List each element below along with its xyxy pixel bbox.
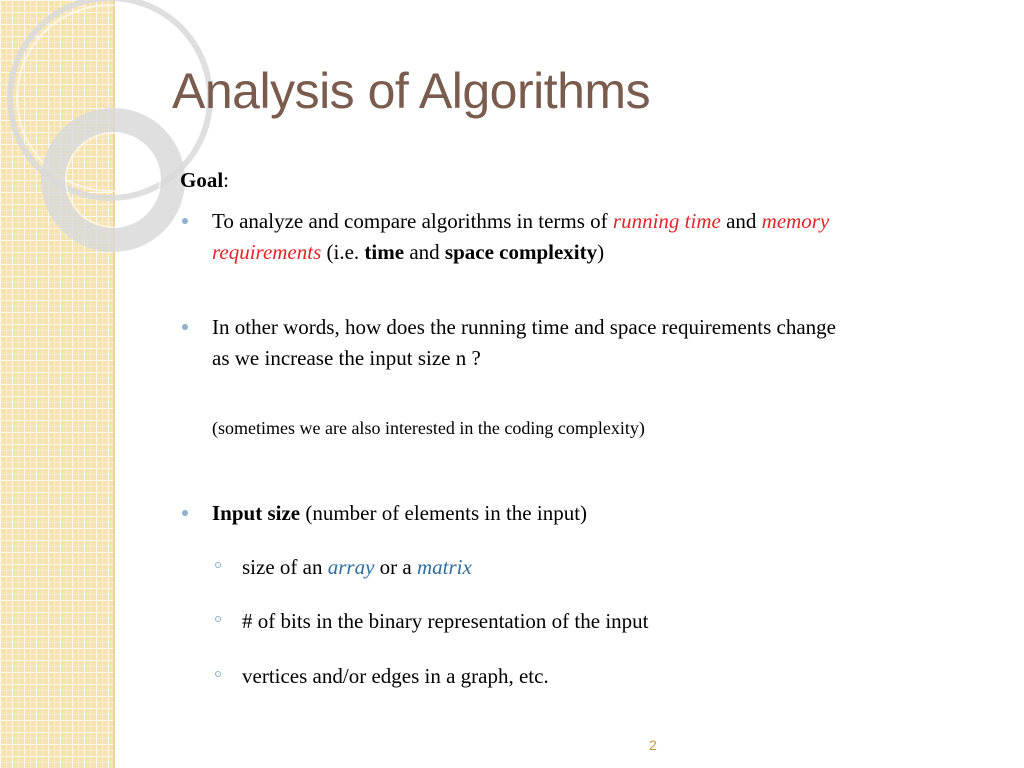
emphasis-matrix: matrix [416, 555, 472, 579]
bullet-dot-icon [182, 324, 188, 330]
text-run: ) [597, 240, 605, 264]
note-coding-complexity: (sometimes we are also interested in the coding complexity) [212, 418, 645, 438]
subbullet-text: vertices and/or edges in a graph, etc. [242, 664, 549, 688]
bullet-input-size [180, 498, 980, 529]
bold-time: time [364, 240, 405, 264]
bullet-goal [180, 206, 980, 268]
text-run: (i.e. [321, 240, 365, 264]
bullet-other-words [180, 312, 980, 374]
text-run: (number of elements in the input) [300, 501, 588, 525]
sub-bullet-ring-icon [215, 671, 221, 677]
bullet-dot-icon [182, 218, 188, 224]
bullet-text [212, 206, 980, 268]
bold-space-complexity: space complexity [444, 240, 598, 264]
bullet-text [212, 312, 980, 374]
emphasis-requirements: requirements [212, 240, 322, 264]
sub-bullet-ring-icon [215, 562, 221, 568]
text-line: In other words, how does the running time and space requirements change [212, 315, 836, 339]
text-run: To analyze and compare algorithms in terms of [212, 209, 613, 233]
bullet-text [212, 498, 980, 529]
text-run: or a [374, 555, 417, 579]
goal-label: Goal [180, 168, 224, 192]
goal-heading [180, 168, 229, 193]
subbullet-text: # of bits in the binary representation of the input [242, 609, 649, 633]
page-number: 2 [649, 737, 657, 753]
text-run: size of an [242, 555, 328, 579]
subbullet-bits [215, 609, 649, 634]
emphasis-running-time: running time [612, 209, 721, 233]
text-run: and [404, 240, 445, 264]
subbullet-graph [215, 664, 549, 689]
bold-input-size: Input size [212, 501, 301, 525]
slide-title: Analysis of Algorithms [172, 63, 651, 119]
emphasis-array: array [327, 555, 375, 579]
subbullet-text [242, 555, 472, 579]
sub-bullet-ring-icon [215, 616, 221, 622]
text-line: as we increase the input size n ? [212, 346, 481, 370]
emphasis-memory: memory [761, 209, 830, 233]
bullet-dot-icon [182, 510, 188, 516]
subbullet-array-matrix [215, 555, 472, 580]
text-run: and [720, 209, 762, 233]
goal-suffix: : [223, 168, 230, 192]
